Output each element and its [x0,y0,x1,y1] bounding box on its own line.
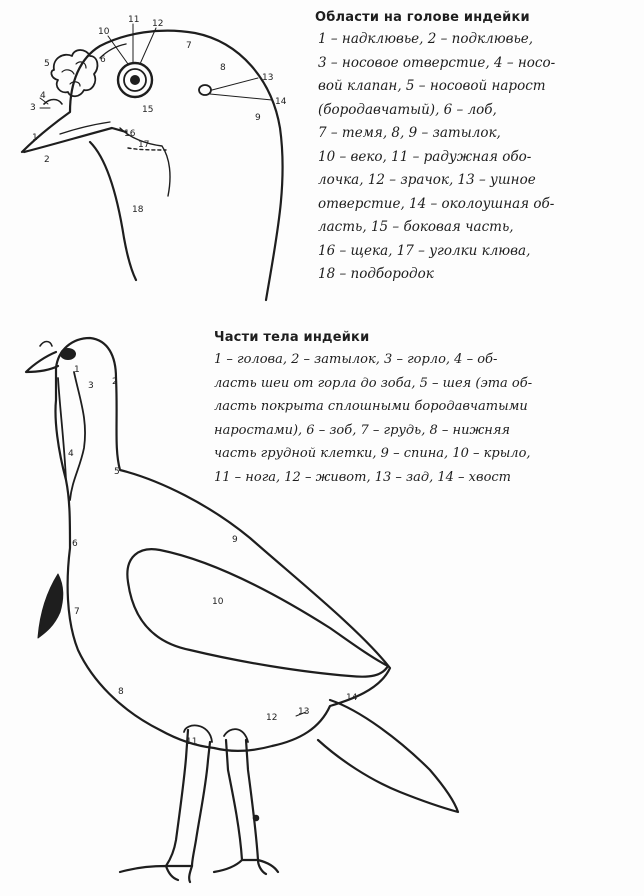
body-legend-line: 1 – голова, 2 – затылок, 3 – горло, 4 – об- [214,352,498,367]
snood-wart [51,50,97,96]
head-outline [22,31,283,300]
head-marker-18: 18 [132,205,144,215]
body-marker-8: 8 [118,687,124,697]
body-marker-2: 2 [112,377,118,387]
body-legend-line: 11 – нога, 12 – живот, 13 – зад, 14 – хвост [214,469,512,485]
body-legend-line: часть грудной клетки, 9 – спина, 10 – крыло, [214,446,531,461]
body-legend [214,348,532,489]
head-marker-15: 15 [142,105,154,115]
body-beak-top [40,342,52,347]
body-legend-line: ласть покрыта сплошными бородавчатыми [214,399,528,414]
head-legend-line: 16 – щека, 17 – уголки клюва, [318,242,531,259]
body-marker-3: 3 [88,381,94,391]
foot-right [214,860,278,874]
head-marker-9: 9 [255,113,261,123]
body-marker-13: 13 [298,707,310,717]
leg-left [166,730,188,866]
head-marker-1: 1 [32,133,38,143]
ear-opening [199,85,211,95]
head-marker-14: 14 [275,97,287,107]
wing [127,549,388,677]
body-legend-line: наростами), 6 – зоб, 7 – грудь, 8 – нижняя [214,422,511,438]
head-marker-13: 13 [262,73,274,83]
head-legend [318,28,555,287]
body-section-title: Части тела индейки [214,330,370,345]
tail [318,700,458,812]
lower-beak [24,128,126,152]
head-marker-17: 17 [138,140,150,150]
head-legend-line: вой клапан, 5 – носовой нарост [318,78,546,94]
snood-inner [62,62,86,86]
head-legend-line: отверстие, 14 – околоушная об- [318,195,555,212]
body-legend-line: ласть шеи от горла до зоба, 5 – шея (эта об- [214,375,533,391]
head-marker-16: 16 [124,129,136,139]
body-marker-6: 6 [72,539,78,549]
beard-tuft [38,574,63,638]
head-marker-11: 11 [128,15,140,25]
foot-left [120,866,192,882]
body-marker-5: 5 [114,467,120,477]
head-legend-line: 18 – подбородок [318,266,434,282]
head-legend-line: (бородавчатый), 6 – лоб, [318,101,497,118]
leg-right-inner [246,740,258,860]
body-beak [26,352,58,372]
head-section-title: Области на голове индейки [315,10,530,25]
thigh-right [224,729,248,742]
throat-outline [90,142,136,280]
head-marker-3: 3 [30,103,36,113]
head-marker-10: 10 [98,27,110,37]
body-marker-4: 4 [68,449,74,459]
body-marker-11: 11 [186,737,198,747]
body-marker-10: 10 [212,597,224,607]
head-diagram [22,24,283,300]
head-marker-12: 12 [152,19,164,29]
beak-inner-line [60,122,110,134]
body-eye [60,348,76,360]
leg-right [226,740,242,860]
throat-wattle [58,372,85,500]
head-legend-line: 3 – носовое отверстие, 4 – носо- [318,54,556,71]
head-marker-5: 5 [44,59,50,69]
body-marker-14: 14 [346,693,358,703]
head-legend-line: ласть, 15 – боковая часть, [318,219,514,235]
head-marker-8: 8 [220,63,226,73]
head-marker-4: 4 [40,91,46,101]
head-marker-7: 7 [186,41,192,51]
head-marker-6: 6 [100,55,106,65]
head-legend-line: лочка, 12 – зрачок, 13 – ушное [318,172,536,188]
body-marker-7: 7 [74,607,80,617]
head-legend-line: 7 – темя, 8, 9 – затылок, [318,125,501,141]
head-legend-line: 10 – веко, 11 – радужная обо- [318,148,532,165]
leg-left-inner [192,742,210,866]
head-legend-line: 1 – надклювье, 2 – подклювье, [318,31,534,47]
head-marker-2: 2 [44,155,50,165]
body-marker-9: 9 [232,535,238,545]
spur [254,816,258,820]
pupil [130,75,140,85]
body-marker-1: 1 [74,365,80,375]
head-markers [30,15,287,215]
body-marker-12: 12 [266,713,278,723]
